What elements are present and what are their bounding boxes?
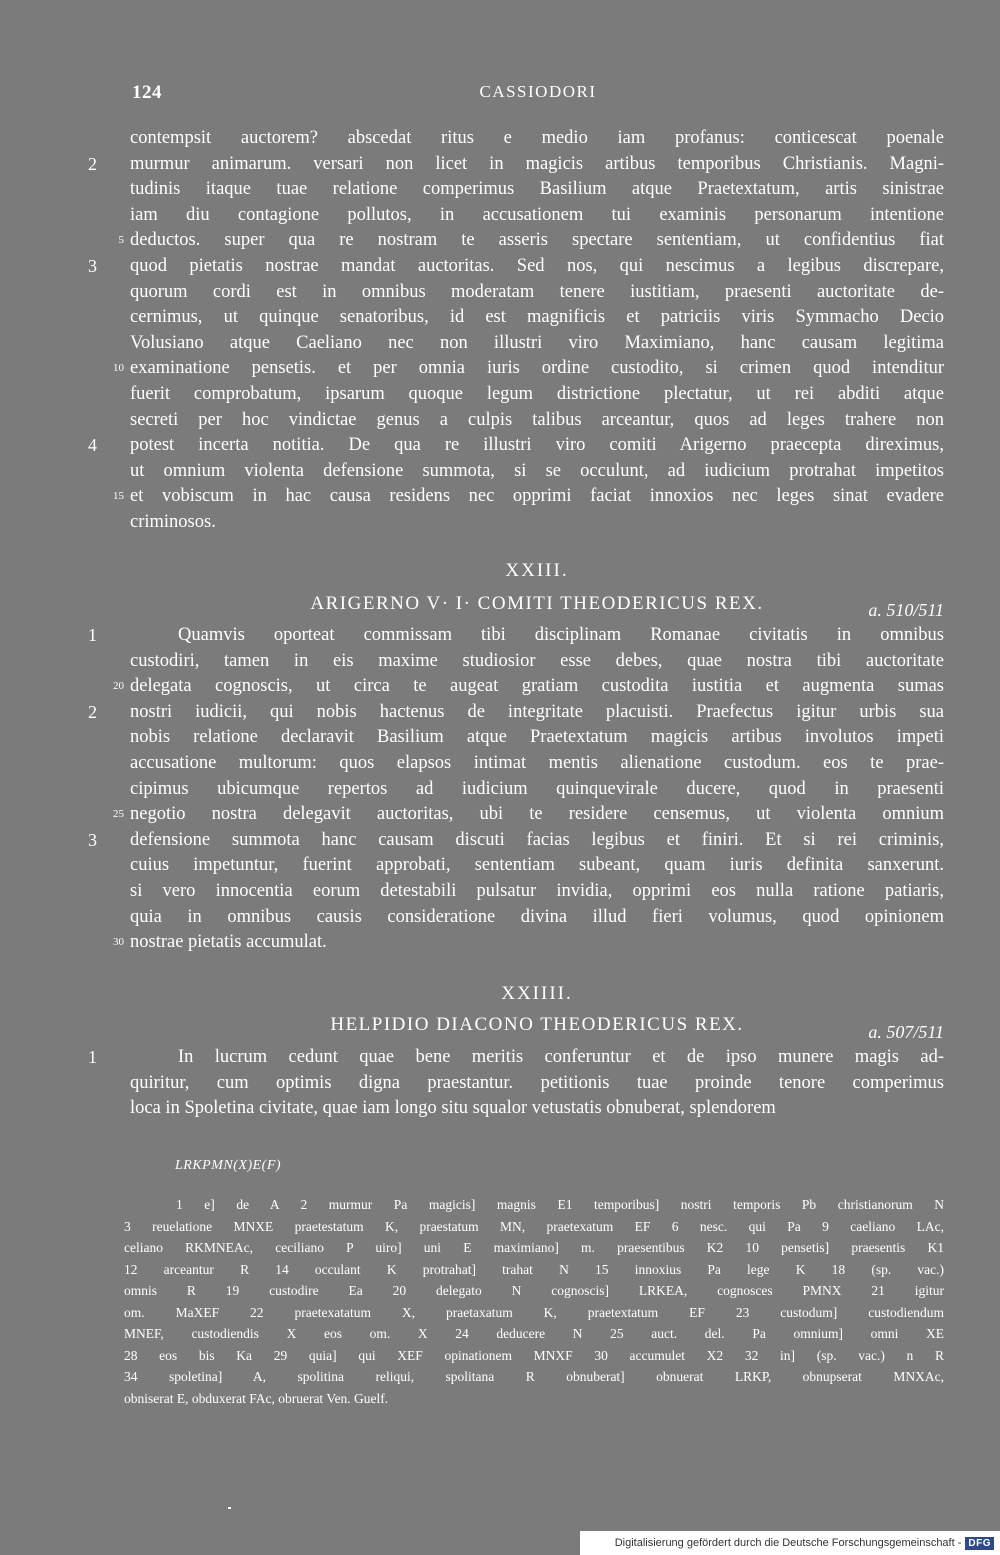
apparatus-line: 12 arceantur R 14 occulant K protrahat] trahat N 15 innoxius Pa lege K 18 (sp. vac.) <box>124 1261 944 1277</box>
line-number: 15 <box>113 490 124 503</box>
page-header <box>132 82 944 108</box>
line-text: tudinis itaque tuae relatione comperimus Basilium atque Praetextatum, artis sinistrae <box>130 179 944 200</box>
section-number: 3 <box>88 829 97 850</box>
line-text: deductos. super qua re nostram te asseris spectare sententiam, ut confidentius fiat <box>130 230 944 251</box>
line-text: loca in Spoletina civitate, quae iam longo situ squalor vetustatis obnuberat, splendorem <box>130 1098 776 1119</box>
text-line <box>0 777 1000 803</box>
line-text: murmur animarum. versari non licet in magicis artibus temporibus Christianis. Magni- <box>130 153 944 174</box>
text-line <box>0 408 1000 434</box>
text-line <box>0 1071 1000 1097</box>
dfg-logo-icon: DFG <box>965 1537 994 1550</box>
apparatus-line: 34 spoletina] A, spolitina reliqui, spolitana R obnuberat] obnuerat LRKP, obnupserat MNXAc, <box>124 1369 944 1384</box>
text-line <box>0 459 1000 485</box>
line-text: custodiri, tamen in eis maxime studiosior esse debes, quae nostra tibi auctoritate <box>130 650 944 671</box>
line-text: nobis relatione declaravit Basilium atque Praetextatum magicis artibus involutos impeti <box>130 727 944 748</box>
line-text: et vobiscum in hac causa residens nec opprimi faciat innoxios nec leges sinat evadere <box>130 486 944 507</box>
line-text: quiritur, cum optimis digna praestantur. petitionis tuae proinde tenore comperimus <box>130 1072 944 1093</box>
line-text: ut omnium violenta defensione summota, si se occulunt, ad iudicium protrahat impetitos <box>130 460 944 481</box>
text-line <box>0 280 1000 306</box>
apparatus-line: 1 e] de A 2 murmur Pa magicis] magnis E1 temporibus] nostri temporis Pb christianorum N <box>176 1197 944 1212</box>
text-line <box>0 382 1000 408</box>
text-line <box>0 930 1000 956</box>
text-line <box>0 828 1000 854</box>
text-line <box>0 1045 1000 1071</box>
text-line <box>0 126 1000 152</box>
text-line <box>0 700 1000 726</box>
line-text: quorum cordi est in omnibus moderatam tenere iustitiam, praesenti auctoritate de- <box>130 281 944 302</box>
letter-23-date: a. 510/511 <box>868 600 944 620</box>
text-line <box>0 725 1000 751</box>
section-number: 3 <box>88 255 97 276</box>
text-line <box>0 331 1000 357</box>
line-number: 10 <box>113 362 124 375</box>
section-number: 1 <box>88 1047 97 1067</box>
section-number: 2 <box>88 701 97 722</box>
text-line <box>0 177 1000 203</box>
apparatus-line: 3 reuelatione MNXE praetestatum K, praestatum MN, praetexatum EF 6 nesc. qui Pa 9 caeliano LAc, <box>124 1218 944 1234</box>
line-number: 20 <box>113 680 124 693</box>
apparatus-line: obniserat E, obduxerat FAc, obruerat Ven. Guelf. <box>124 1390 389 1406</box>
line-text: iam diu contagione pollutos, in accusationem tui examinis personarum intentione <box>130 204 944 225</box>
line-text: secreti per hoc vindictae genus a culpis talibus arceantur, quos ad leges trahere non <box>130 409 944 430</box>
apparatus-line: omnis R 19 custodire Ea 20 delegato N cognoscis] LRKEA, cognosces PMNX 21 igitur <box>124 1283 944 1298</box>
critical-apparatus <box>124 1194 944 1409</box>
page-number: 124 <box>132 82 162 103</box>
text-line <box>0 228 1000 254</box>
line-text: quia in omnibus causis consideratione divina illud fieri volumus, quod opinionem <box>130 906 944 927</box>
text-line <box>0 751 1000 777</box>
letter-23-numeral: XXIII. <box>505 560 569 581</box>
letter-23-heading: ARIGERNO V· I· COMITI THEODERICUS REX. <box>310 593 764 614</box>
line-text: examinatione pensetis. et per omnia iuris ordine custodito, si crimen quod intenditur <box>130 358 944 379</box>
line-number: 30 <box>113 936 124 949</box>
text-line <box>0 623 1000 649</box>
line-text: Quamvis oporteat commissam tibi disciplinam Romanae civitatis in omnibus <box>178 625 944 645</box>
line-text: defensione summota hanc causam discuti facias legibus et finiri. Et si rei criminis, <box>130 829 944 850</box>
letter-24-numeral: XXIIII. <box>501 983 573 1004</box>
line-text: cuius impetuntur, fuerint approbati, sententiam subeant, quam iuris definita sanxerunt. <box>130 855 944 876</box>
section-number: 1 <box>88 625 97 645</box>
line-number: 25 <box>113 808 124 821</box>
manuscript-sigla: LRKPMN(X)E(F) <box>175 1158 282 1173</box>
text-block-letter-23 <box>0 623 1000 956</box>
line-text: cernimus, ut quinque senatoribus, id est magnificis et patriciis viris Symmacho Decio <box>130 307 944 328</box>
footer-credit: Digitalisierung gefördert durch die Deutsche Forschungsgemeinschaft - <box>614 1537 962 1549</box>
letter-24-heading: HELPIDIO DIACONO THEODERICUS REX. <box>330 1014 744 1035</box>
text-line <box>0 510 1000 536</box>
speck <box>228 1507 231 1509</box>
section-number: 2 <box>88 153 97 174</box>
line-text: si vero innocentia eorum detestabili pulsatur invidia, opprimi eos nulla ratione patiaris, <box>130 880 944 901</box>
text-line <box>0 879 1000 905</box>
text-line <box>0 802 1000 828</box>
line-text: Volusiano atque Caeliano nec non illustri viro Maximiano, hanc causam legitima <box>130 332 944 353</box>
line-text: negotio nostra delegavit auctoritas, ubi te residere censemus, ut violenta omnium <box>130 804 944 825</box>
footer-bar <box>580 1531 1000 1555</box>
text-block-letter-22-end <box>0 126 1000 536</box>
line-text: delegata cognoscis, ut circa te augeat gratiam custodita iustitia et augmenta sumas <box>130 676 944 697</box>
text-line <box>0 484 1000 510</box>
apparatus-line: om. MaXEF 22 praetexatatum X, praetaxatum K, praetextatum EF 23 custodum] custodiendum <box>124 1304 944 1320</box>
text-line <box>0 305 1000 331</box>
text-line <box>0 1096 1000 1122</box>
line-text: nostrae pietatis accumulat. <box>130 932 327 953</box>
line-text: quod pietatis nostrae mandat auctoritas. Sed nos, qui nescimus a legibus discrepare, <box>130 255 944 276</box>
section-number: 4 <box>88 435 97 456</box>
letter-24-date: a. 507/511 <box>868 1022 944 1042</box>
line-text: potest incerta notitia. De qua re illustri viro comiti Arigerno praecepta direximus, <box>130 435 944 456</box>
line-text: contempsit auctorem? abscedat ritus e medio iam profanus: conticescat poenale <box>130 128 944 148</box>
line-number: 5 <box>118 234 124 247</box>
text-block-letter-24 <box>0 1045 1000 1122</box>
line-text: accusatione multorum: quos elapsos intimat mentis alienatione custodum. eos te prae- <box>130 752 944 773</box>
running-title: CASSIODORI <box>479 82 597 101</box>
apparatus-line: 28 eos bis Ka 29 quia] qui XEF opinationem MNXF 30 accumulet X2 32 in] (sp. vac.) n R <box>124 1347 944 1363</box>
line-text: criminosos. <box>130 511 216 532</box>
line-text: fuerit comprobatum, ipsarum quoque legum districtione plectatur, ut rei abditi atque <box>130 383 944 404</box>
text-line <box>0 649 1000 675</box>
line-text: In lucrum cedunt quae bene meritis conferuntur et de ipso munere magis ad- <box>178 1047 944 1067</box>
text-line <box>0 152 1000 178</box>
line-text: nostri iudicii, qui nobis hactenus de integritate placuisti. Praefectus igitur urbis sua <box>130 701 944 722</box>
text-line <box>0 356 1000 382</box>
text-line <box>0 853 1000 879</box>
text-line <box>0 254 1000 280</box>
apparatus-line: celiano RKMNEAc, ceciliano P uiro] uni E maximiano] m. praesentibus K2 10 pensetis] praesentis K1 <box>124 1240 944 1255</box>
line-text: cipimus ubicumque repertos ad iudicium quinquevirale ducere, quod in praesenti <box>130 778 944 799</box>
text-line <box>0 674 1000 700</box>
apparatus-line: MNEF, custodiendis X eos om. X 24 deducere N 25 auct. del. Pa omnium] omni XE <box>124 1326 944 1341</box>
text-line <box>0 433 1000 459</box>
text-line <box>0 203 1000 229</box>
text-line <box>0 905 1000 931</box>
